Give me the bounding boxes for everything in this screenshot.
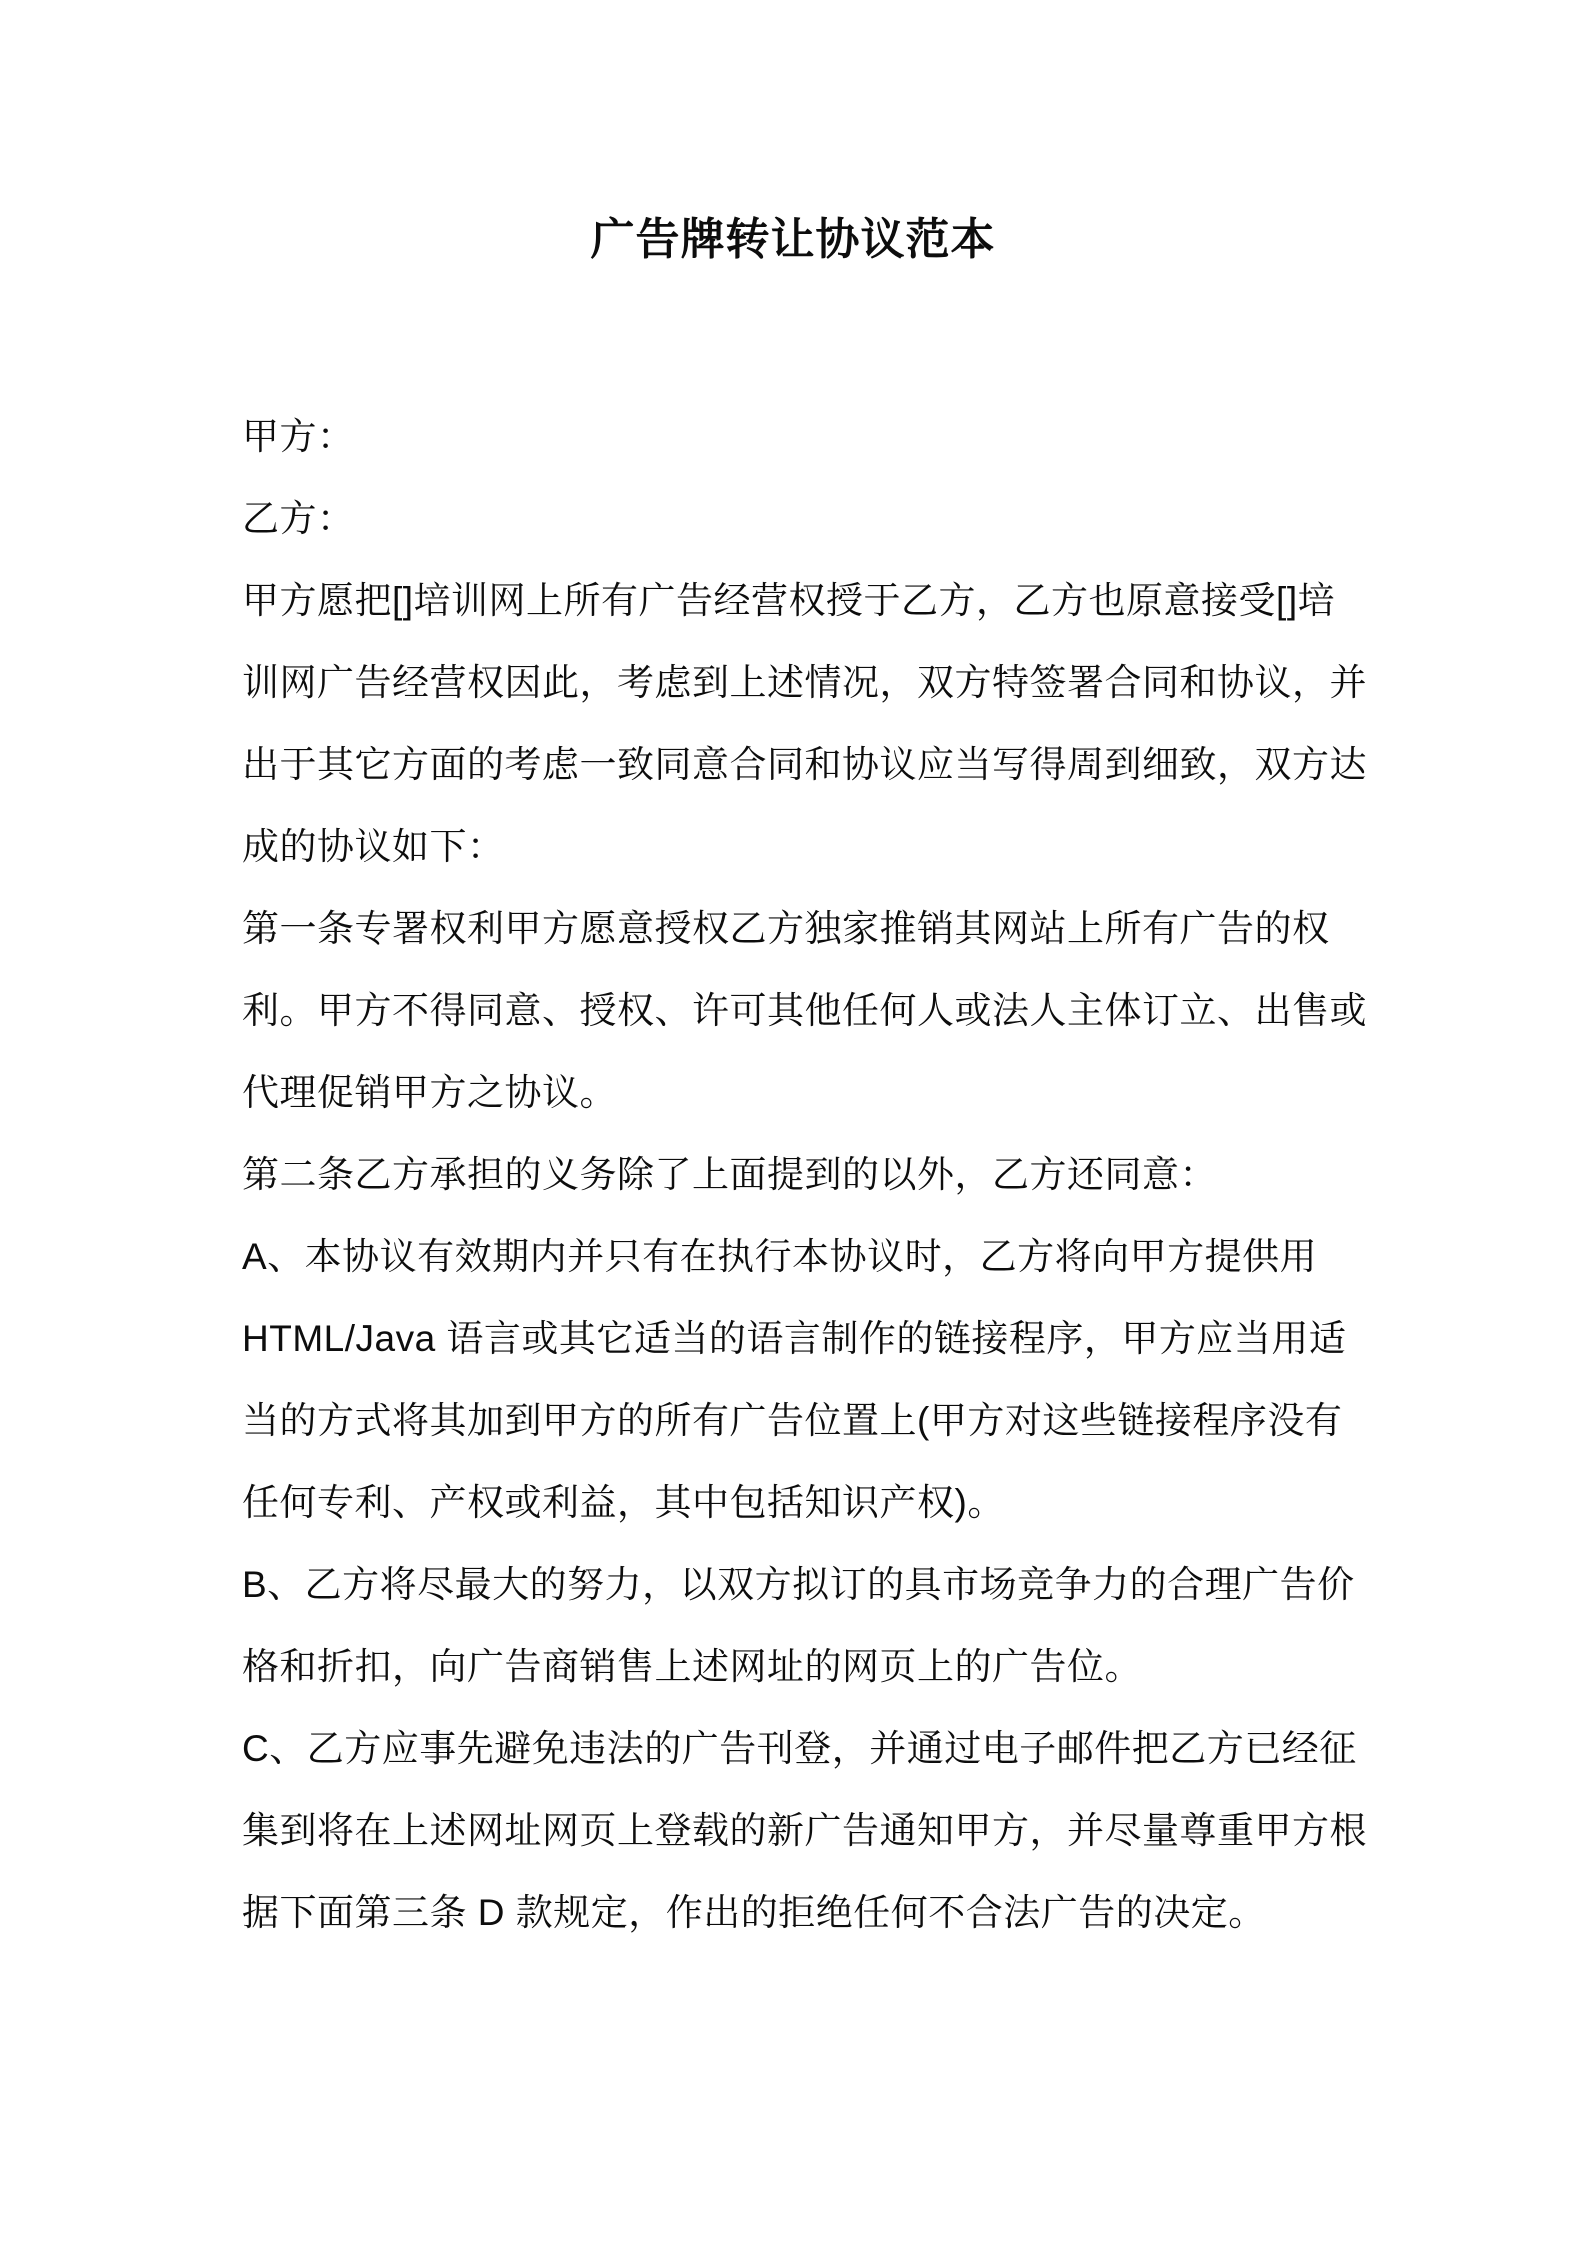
document-line-clause-2: 第二条乙方承担的义务除了上面提到的以外，乙方还同意： [242, 1154, 1217, 1195]
document-line-clause-1: 第一条专署权利甲方愿意授权乙方独家推销其网站上所有广告的权 [242, 908, 1330, 949]
document-line: 代理促销甲方之协议。 [242, 1072, 617, 1113]
document-line: 利。甲方不得同意、授权、许可其他任何人或法人主体订立、出售或 [242, 990, 1367, 1031]
document-line: 集到将在上述网址网页上登载的新广告通知甲方，并尽量尊重甲方根 [242, 1810, 1367, 1851]
document-line: 训网广告经营权因此，考虑到上述情况，双方特签署合同和协议，并 [242, 662, 1367, 703]
document-line-item-b: B、乙方将尽最大的努力，以双方拟订的具市场竞争力的合理广告价 [242, 1564, 1355, 1605]
document-line: 当的方式将其加到甲方的所有广告位置上(甲方对这些链接程序没有 [242, 1400, 1343, 1441]
document-line-party-a: 甲方： [242, 416, 355, 457]
document-line-item-c: C、乙方应事先避免违法的广告刊登，并通过电子邮件把乙方已经征 [242, 1728, 1357, 1769]
document-title: 广告牌转让协议范本 [590, 215, 996, 264]
document-line: 出于其它方面的考虑一致同意合同和协议应当写得周到细致，双方达 [242, 744, 1367, 785]
document-line: 格和折扣，向广告商销售上述网址的网页上的广告位。 [242, 1646, 1142, 1687]
document-line-item-a: A、本协议有效期内并只有在执行本协议时，乙方将向甲方提供用 [242, 1236, 1318, 1277]
document-line: 甲方愿把[]培训网上所有广告经营权授于乙方，乙方也原意接受[]培 [242, 580, 1336, 621]
document-line: 成的协议如下： [242, 826, 505, 867]
document-line-party-b: 乙方： [242, 498, 355, 539]
document-body [242, 396, 1402, 1954]
document-line: 任何专利、产权或利益，其中包括知识产权)。 [242, 1482, 1005, 1523]
document-line: HTML/Java 语言或其它适当的语言制作的链接程序，甲方应当用适 [242, 1318, 1347, 1359]
document-line: 据下面第三条 D 款规定，作出的拒绝任何不合法广告的决定。 [242, 1892, 1266, 1933]
